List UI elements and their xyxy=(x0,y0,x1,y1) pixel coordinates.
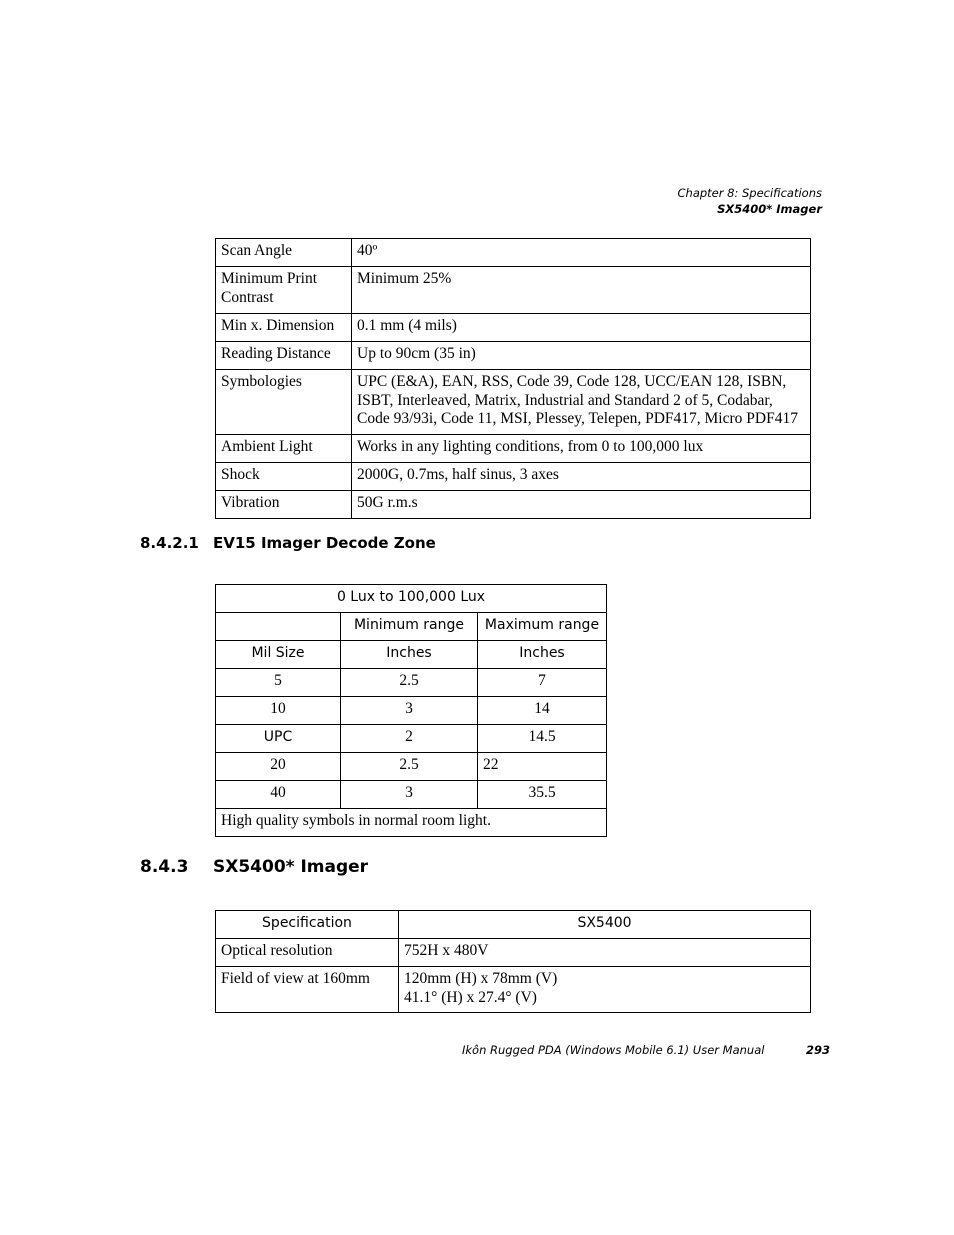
section-title: EV15 Imager Decode Zone xyxy=(213,534,436,552)
spec-label: Minimum Print Contrast xyxy=(216,267,352,314)
table-header-cell: Specification xyxy=(216,911,399,939)
table-row xyxy=(216,434,811,462)
table-cell: 2 xyxy=(341,725,478,753)
table-row xyxy=(216,753,607,781)
table-cell: 3 xyxy=(341,697,478,725)
table-cell: 22 xyxy=(478,753,607,781)
table-cell: 7 xyxy=(478,669,607,697)
table-title: 0 Lux to 100,000 Lux xyxy=(216,585,607,613)
table-header-cell: Minimum range xyxy=(341,613,478,641)
table-header-cell: SX5400 xyxy=(399,911,811,939)
spec-value: Works in any lighting conditions, from 0 to 100,000 lux xyxy=(352,434,811,462)
table-row xyxy=(216,342,811,370)
table-cell: 14.5 xyxy=(478,725,607,753)
table-cell: 2.5 xyxy=(341,753,478,781)
spec-label: Field of view at 160mm xyxy=(216,967,399,1013)
table-row xyxy=(216,267,811,314)
table-header-row xyxy=(216,911,811,939)
page-number: 293 xyxy=(806,1043,831,1057)
table-header-cell: Inches xyxy=(341,641,478,669)
spec-value: 0.1 mm (4 mils) xyxy=(352,314,811,342)
spec-value: Minimum 25% xyxy=(352,267,811,314)
table-cell: 14 xyxy=(478,697,607,725)
table-row xyxy=(216,314,811,342)
table-row xyxy=(216,462,811,490)
table-cell: 35.5 xyxy=(478,781,607,809)
table-row xyxy=(216,781,607,809)
table-row xyxy=(216,370,811,435)
spec-value: 752H x 480V xyxy=(399,939,811,967)
section-title: SX5400* Imager xyxy=(717,202,822,216)
table-header-cell: Mil Size xyxy=(216,641,341,669)
table-cell: UPC xyxy=(216,725,341,753)
spec-value: Up to 90cm (35 in) xyxy=(352,342,811,370)
table-row xyxy=(216,697,607,725)
table-cell: 20 xyxy=(216,753,341,781)
chapter-title: Chapter 8: Specifications xyxy=(677,186,822,200)
table-row xyxy=(216,669,607,697)
table-cell: 5 xyxy=(216,669,341,697)
table-cell: 2.5 xyxy=(341,669,478,697)
spec-label: Min x. Dimension xyxy=(216,314,352,342)
table-header-cell: Inches xyxy=(478,641,607,669)
table-header-cell: Maximum range xyxy=(478,613,607,641)
section-number: 8.4.2.1 xyxy=(140,534,199,552)
spec-value-line: 41.1° (H) x 27.4° (V) xyxy=(404,988,537,1006)
table-title-row xyxy=(216,585,607,613)
spec-label: Vibration xyxy=(216,490,352,518)
table-row xyxy=(216,967,811,1013)
table-row xyxy=(216,939,811,967)
spec-value: 40º xyxy=(352,239,811,267)
spec-value xyxy=(399,967,811,1013)
decode-zone-table xyxy=(215,584,607,837)
running-header xyxy=(678,185,823,217)
spec-value: 2000G, 0.7ms, half sinus, 3 axes xyxy=(352,462,811,490)
table-row xyxy=(216,725,607,753)
table-note-row xyxy=(216,809,607,837)
spec-label: Scan Angle xyxy=(216,239,352,267)
table-cell: 3 xyxy=(341,781,478,809)
spec-value-line: 120mm (H) x 78mm (V) xyxy=(404,970,558,987)
spec-label: Symbologies xyxy=(216,370,352,435)
table-cell: 10 xyxy=(216,697,341,725)
section-heading-ev15 xyxy=(140,534,436,552)
section-number: 8.4.3 xyxy=(140,857,189,877)
spec-label: Shock xyxy=(216,462,352,490)
spec-label: Ambient Light xyxy=(216,434,352,462)
table-row xyxy=(216,239,811,267)
section-title: SX5400* Imager xyxy=(213,857,369,877)
table-header-row xyxy=(216,613,607,641)
table-note: High quality symbols in normal room light. xyxy=(216,809,607,837)
section-heading-sx5400 xyxy=(140,857,368,877)
spec-value: 50G r.m.s xyxy=(352,490,811,518)
spec-value: UPC (E&A), EAN, RSS, Code 39, Code 128, UCC/EAN 128, ISBN, ISBT, Interleaved, Matrix, Industrial and Standard 2 of 5, Codabar, Code 93/93i, Code 11, MSI, Plessey, Telepen, PDF417, Micro PDF417 xyxy=(352,370,811,435)
footer-manual-title: Ikôn Rugged PDA (Windows Mobile 6.1) User Manual xyxy=(462,1043,765,1057)
table-cell: 40 xyxy=(216,781,341,809)
sx5400-spec-table xyxy=(215,910,811,1013)
scanner-spec-table xyxy=(215,238,811,519)
table-row xyxy=(216,490,811,518)
table-header-cell xyxy=(216,613,341,641)
spec-label: Optical resolution xyxy=(216,939,399,967)
spec-label: Reading Distance xyxy=(216,342,352,370)
table-header-row xyxy=(216,641,607,669)
